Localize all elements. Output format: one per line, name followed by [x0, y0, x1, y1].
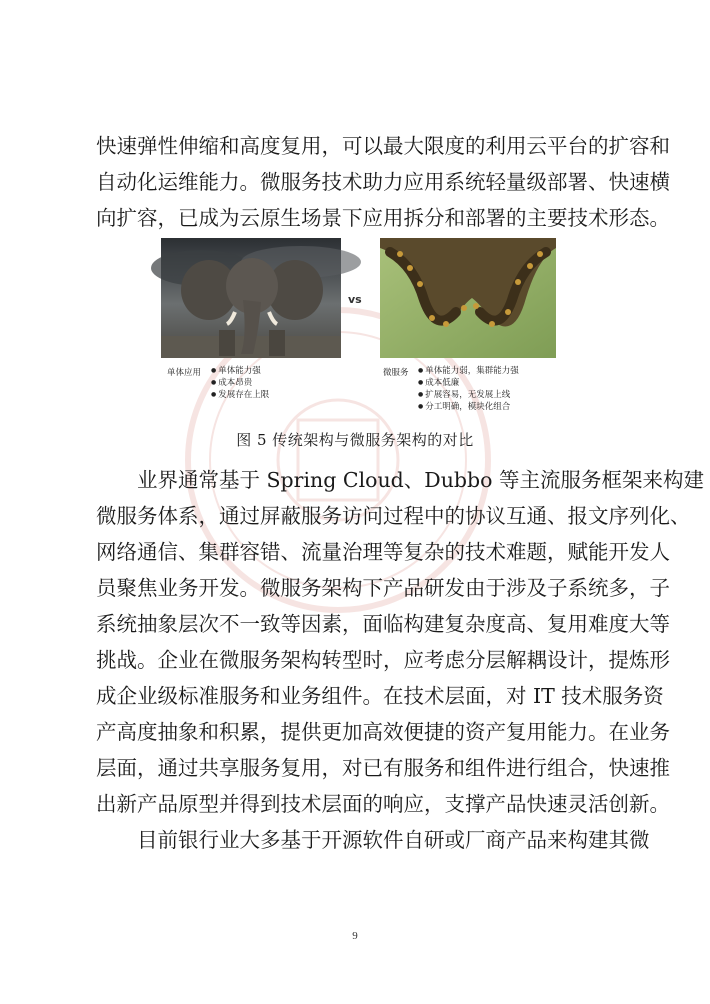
left-bullet-item: ● 成本昂贵 — [211, 377, 269, 389]
text-line: 层面，通过共享服务复用，对已有服务和组件进行组合，快速推 — [96, 756, 670, 780]
text-line: 业界通常基于 Spring Cloud、Dubbo 等主流服务框架来构建 — [137, 468, 705, 492]
right-label: 微服务 — [383, 368, 409, 378]
text-line: 快速弹性伸缩和高度复用，可以最大限度的利用云平台的扩容和 — [96, 134, 670, 158]
text-line: 出新产品原型并得到技术层面的响应，支撑产品快速灵活创新。 — [96, 792, 670, 816]
right-bullet-item: ● 成本低廉 — [418, 377, 519, 389]
comparison-figure — [155, 238, 560, 423]
right-bullet-item: ● 单体能力弱，集群能力强 — [418, 365, 519, 377]
left-bullet-item: ● 发展存在上限 — [211, 389, 269, 401]
vs-label: vs — [348, 293, 362, 306]
text-line: 网络通信、集群容错、流量治理等复杂的技术难题，赋能开发人 — [96, 540, 670, 564]
right-bullet-list — [418, 365, 519, 413]
text-line: 成企业级标准服务和业务组件。在技术层面，对 IT 技术服务资 — [96, 684, 664, 708]
paragraph-2 — [96, 462, 705, 858]
text-line: 自动化运维能力。微服务技术助力应用系统轻量级部署、快速横 — [96, 170, 670, 194]
left-bullet-item: ● 单体能力强 — [211, 365, 269, 377]
text-line: 员聚焦业务开发。微服务架构下产品研发由于涉及子系统多，子 — [96, 576, 670, 600]
text-line: 挑战。企业在微服务架构转型时，应考虑分层解耦设计，提炼形 — [96, 648, 670, 672]
text-line: 系统抽象层次不一致等因素，面临构建复杂度高、复用难度大等 — [96, 612, 670, 636]
left-label: 单体应用 — [167, 368, 202, 378]
figure-caption: 图 5 传统架构与微服务架构的对比 — [236, 431, 474, 449]
text-line: 微服务体系，通过屏蔽服务访问过程中的协议互通、报文序列化、 — [96, 504, 691, 528]
bee-swarm-image — [380, 238, 556, 358]
text-line: 向扩容，已成为云原生场景下应用拆分和部署的主要技术形态。 — [96, 206, 670, 230]
page-number: 9 — [352, 930, 358, 942]
right-bullet-item: ● 分工明确，模块化组合 — [418, 401, 519, 413]
elephant-image — [161, 238, 341, 358]
left-bullet-list — [211, 365, 269, 401]
text-line: 产高度抽象和积累，提供更加高效便捷的资产复用能力。在业务 — [96, 720, 670, 744]
paragraph-1 — [96, 128, 670, 236]
text-line: 目前银行业大多基于开源软件自研或厂商产品来构建其微 — [137, 828, 650, 852]
right-bullet-item: ● 扩展容易，无发展上线 — [418, 389, 519, 401]
